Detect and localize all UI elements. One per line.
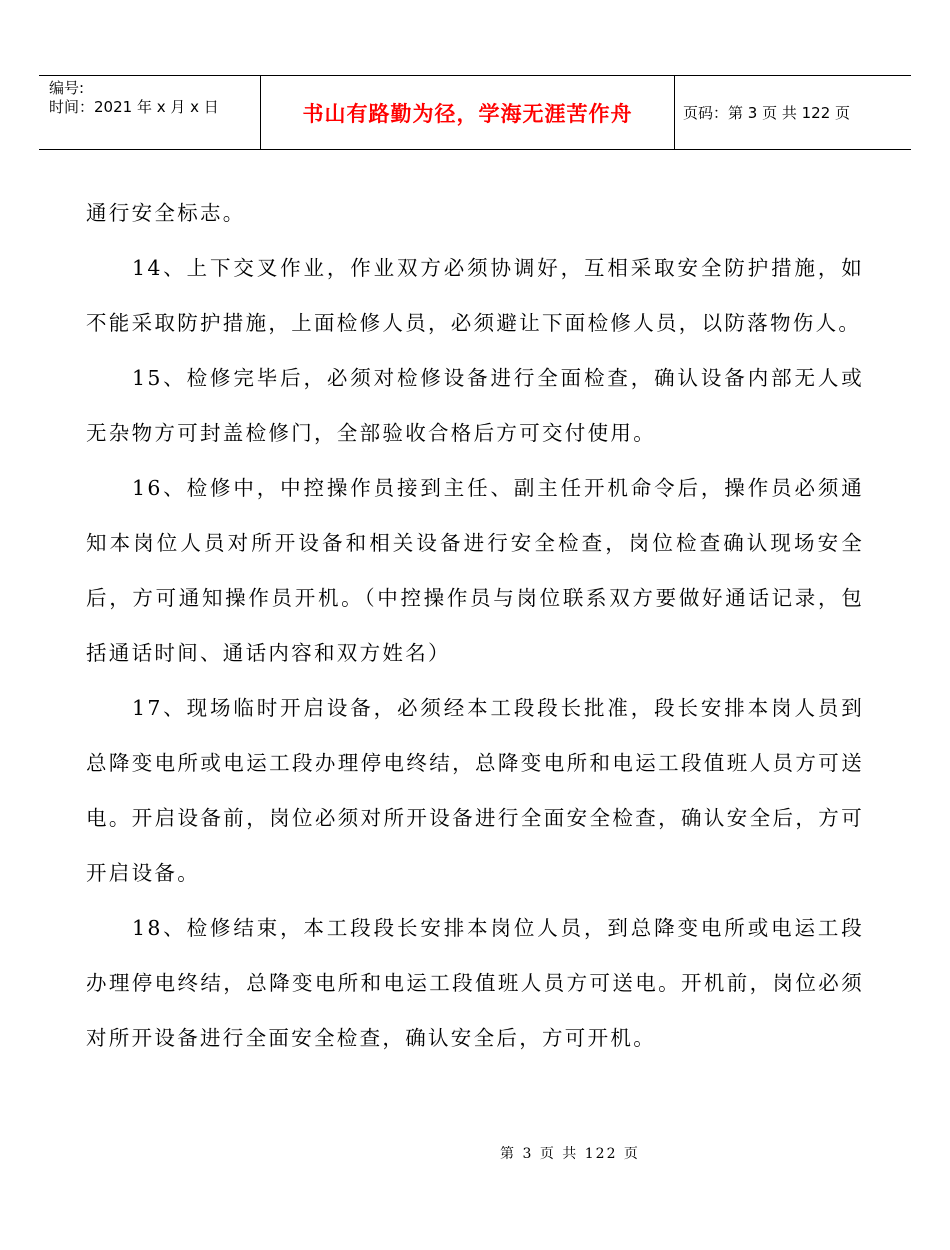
paragraph-item-15: 15、检修完毕后，必须对检修设备进行全面检查，确认设备内部无人或无杂物方可封盖检修门，全部验收合格后方可交付使用。	[86, 366, 864, 445]
header-page-code-cell	[675, 76, 911, 149]
paragraph-item-16: 16、检修中，中控操作员接到主任、副主任开机命令后，操作员必须通知本岗位人员对所开设备和相关设备进行安全检查，岗位检查确认现场安全后，方可通知操作员开机。（中控操作员与岗位联系双方要做好通话记录，包括通话时间、通话内容和双方姓名）	[86, 476, 864, 665]
page-header	[39, 75, 911, 150]
document-time: 时间：2021 年 x 月 x 日	[49, 98, 219, 116]
document-number-label: 编号:	[49, 79, 85, 97]
header-meta	[39, 76, 261, 149]
header-motto: 书山有路勤为径，学海无涯苦作舟	[302, 101, 633, 126]
header-motto-cell	[261, 76, 675, 149]
paragraph-item-14: 14、上下交叉作业，作业双方必须协调好，互相采取安全防护措施，如不能采取防护措施，上面检修人员，必须避让下面检修人员，以防落物伤人。	[86, 256, 864, 335]
paragraph-continuation: 通行安全标志。	[86, 201, 246, 225]
page-footer: 第 3 页 共 122 页	[500, 1146, 640, 1162]
paragraph-item-18: 18、检修结束，本工段段长安排本岗位人员，到总降变电所或电运工段办理停电终结，总降变电所和电运工段值班人员方可送电。开机前，岗位必须对所开设备进行全面安全检查，确认安全后，方可开机。	[86, 916, 864, 1050]
document-body	[86, 186, 864, 1066]
header-page-code: 页码：第 3 页 共 122 页	[683, 104, 851, 122]
paragraph-item-17: 17、现场临时开启设备，必须经本工段段长批准，段长安排本岗人员到总降变电所或电运工段办理停电终结，总降变电所和电运工段值班人员方可送电。开启设备前，岗位必须对所开设备进行全面安全检查，确认安全后，方可开启设备。	[86, 696, 864, 885]
